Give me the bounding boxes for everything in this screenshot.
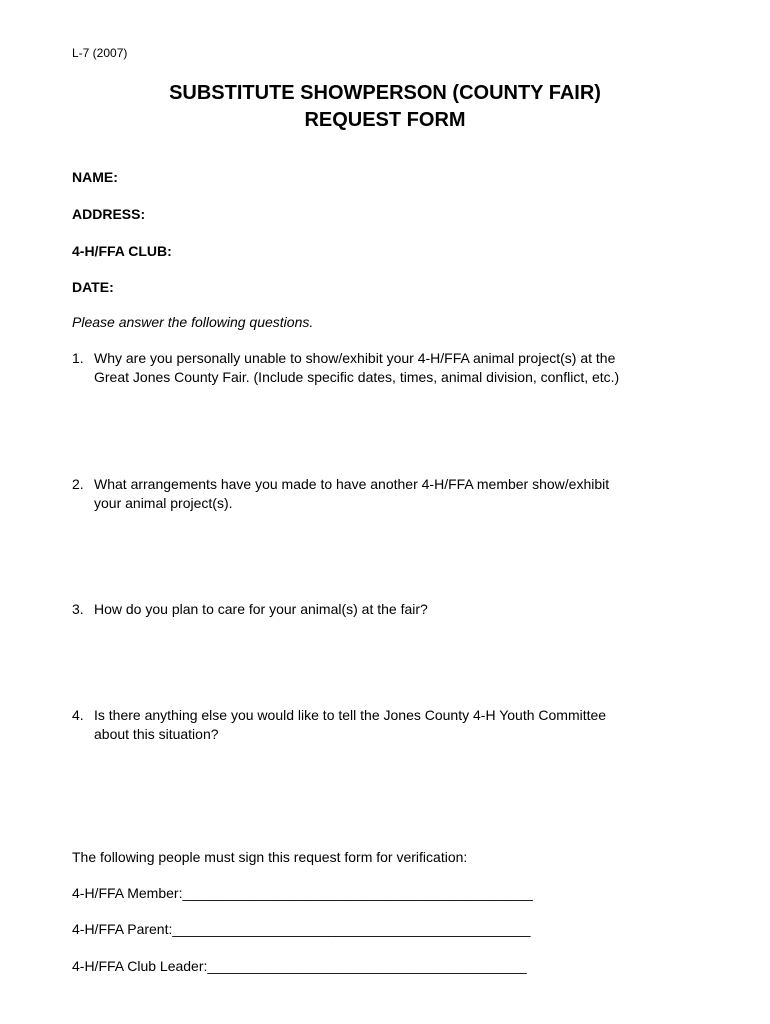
question-text [94, 706, 712, 744]
parent-signature-line: 4-H/FFA Parent:______________________________________________ [72, 921, 531, 937]
address-field-label: ADDRESS: [72, 206, 146, 222]
form-code: L-7 (2007) [72, 46, 128, 60]
question-text [94, 600, 712, 619]
instructions-text: Please answer the following questions. [72, 314, 314, 330]
question-line: Is there anything else you would like to tell the Jones County 4-H Youth Committee [94, 707, 607, 723]
question-line: about this situation? [94, 726, 219, 742]
question-line: Great Jones County Fair. (Include specific dates, times, animal division, conflict, etc.) [94, 369, 620, 385]
question-3 [72, 600, 712, 619]
question-number: 3. [72, 601, 84, 617]
member-signature-line: 4-H/FFA Member:_____________________________________________ [72, 885, 533, 901]
question-number: 4. [72, 707, 84, 723]
date-field-label: DATE: [72, 279, 114, 295]
club-leader-signature-line: 4-H/FFA Club Leader:_________________________________________ [72, 958, 527, 974]
form-title-line-1: SUBSTITUTE SHOWPERSON (COUNTY FAIR) [169, 82, 601, 104]
question-text [94, 475, 712, 513]
signature-intro: The following people must sign this request form for verification: [72, 849, 468, 865]
question-line: What arrangements have you made to have another 4-H/FFA member show/exhibit [94, 476, 610, 492]
question-line: How do you plan to care for your animal(s) at the fair? [94, 601, 428, 617]
club-field-label: 4-H/FFA CLUB: [72, 243, 172, 259]
question-text [94, 349, 712, 387]
question-4 [72, 706, 712, 744]
name-field-label: NAME: [72, 169, 118, 185]
question-number: 1. [72, 350, 84, 366]
question-line: Why are you personally unable to show/exhibit your 4-H/FFA animal project(s) at the [94, 350, 616, 366]
question-number: 2. [72, 476, 84, 492]
question-1 [72, 349, 712, 387]
question-2 [72, 475, 712, 513]
form-title-line-2: REQUEST FORM [304, 109, 466, 131]
question-line: your animal project(s). [94, 495, 233, 511]
